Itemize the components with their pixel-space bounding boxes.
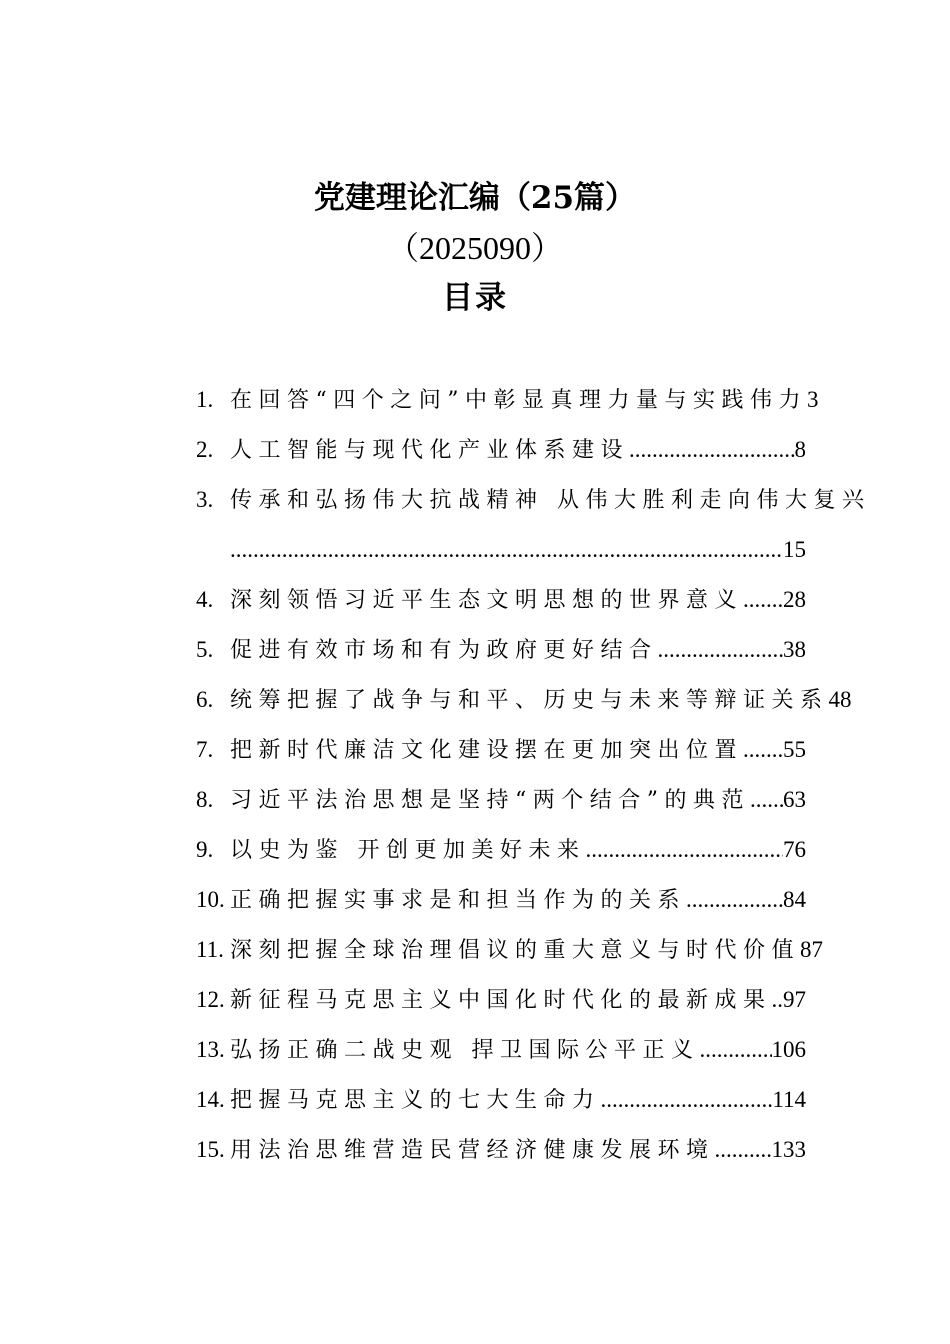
- toc-entry-title: 传承和弘扬伟大抗战精神 从伟大胜利走向伟大复兴: [230, 488, 871, 513]
- toc-entry-page: 114: [772, 1087, 806, 1112]
- dot-leader: [658, 630, 783, 670]
- toc-entry[interactable]: [196, 480, 871, 530]
- toc-entry[interactable]: [196, 380, 819, 430]
- toc-entry-number: 11.: [196, 937, 224, 962]
- toc-entry-title: 把新时代廉洁文化建设摆在更加突出位置: [230, 738, 744, 763]
- dot-leader: [743, 730, 783, 770]
- dot-leader: [750, 780, 783, 820]
- toc-entry-page: 3: [807, 387, 819, 412]
- toc-entry-title: 深刻把握全球治理倡议的重大意义与时代价值: [230, 938, 801, 963]
- toc-entry-title: 人工智能与现代化产业体系建设: [230, 438, 630, 463]
- toc-entry[interactable]: [196, 930, 824, 980]
- dot-leader: [230, 530, 783, 570]
- toc-entry-page: 63: [783, 787, 806, 812]
- toc-entry-title: 以史为鉴 开创更加美好未来: [230, 838, 586, 863]
- toc-entry-title: 新征程马克思主义中国化时代化的最新成果: [230, 988, 772, 1013]
- toc-entry[interactable]: [196, 880, 806, 930]
- toc-entry[interactable]: [196, 730, 806, 780]
- dot-leader: [743, 580, 783, 620]
- toc-entry-title: 把握马克思主义的七大生命力: [230, 1088, 601, 1113]
- toc-entry-page: 8: [794, 437, 806, 462]
- dot-leader: [601, 1080, 773, 1120]
- toc-entry-number: 9.: [196, 837, 214, 862]
- toc-heading: 目录: [442, 280, 508, 316]
- toc-entry-number: 1.: [196, 387, 214, 412]
- toc-entry-page: 48: [828, 687, 852, 712]
- toc-entry-page: 84: [783, 887, 806, 912]
- toc-entry-number: 12.: [196, 987, 225, 1012]
- table-of-contents: [196, 380, 871, 1180]
- toc-entry[interactable]: [196, 980, 806, 1030]
- toc-entry-number: 13.: [196, 1037, 225, 1062]
- toc-entry[interactable]: [196, 830, 806, 880]
- toc-entry-number: 2.: [196, 437, 214, 462]
- dot-leader: [715, 1130, 772, 1170]
- toc-entry-number: 10.: [196, 887, 225, 912]
- toc-entry-title: 促进有效市场和有为政府更好结合: [230, 638, 658, 663]
- toc-entry-page: 28: [783, 587, 806, 612]
- toc-entry-page: 55: [783, 737, 806, 762]
- toc-entry-page: 87: [800, 937, 824, 962]
- dot-leader: [629, 430, 794, 470]
- toc-entry-page: 106: [771, 1037, 806, 1062]
- dot-leader: [772, 980, 783, 1020]
- toc-entry-number: 4.: [196, 587, 214, 612]
- toc-entry-number: 3.: [196, 487, 214, 512]
- dot-leader: [686, 880, 783, 920]
- toc-entry-page: 97: [783, 987, 806, 1012]
- toc-entry-page: 15: [783, 537, 806, 562]
- toc-entry[interactable]: [196, 580, 806, 630]
- toc-entry[interactable]: [196, 780, 806, 830]
- document-code: （2025090）: [386, 230, 563, 266]
- toc-entry-number: 8.: [196, 787, 214, 812]
- toc-entry-page: 76: [783, 837, 806, 862]
- toc-entry-title: 习近平法治思想是坚持“两个结合”的典范: [230, 788, 750, 813]
- toc-entry-title: 用法治思维营造民营经济健康发展环境: [230, 1138, 715, 1163]
- toc-entry[interactable]: [196, 430, 806, 480]
- toc-entry-page: 133: [771, 1137, 806, 1162]
- toc-entry[interactable]: [196, 1130, 806, 1180]
- toc-entry-title: 在回答“四个之问”中彰显真理力量与实践伟力: [230, 388, 807, 413]
- toc-entry-number: 6.: [196, 687, 214, 712]
- toc-entry-number: 5.: [196, 637, 214, 662]
- toc-entry-title: 统筹把握了战争与和平、历史与未来等辩证关系: [230, 688, 829, 713]
- toc-entry-continuation[interactable]: [196, 530, 806, 580]
- toc-entry-number: 15.: [196, 1137, 225, 1162]
- toc-entry-number: 14.: [196, 1087, 225, 1112]
- toc-entry[interactable]: [196, 680, 852, 730]
- toc-entry[interactable]: [196, 1080, 806, 1130]
- toc-entry-title: 弘扬正确二战史观 捍卫国际公平正义: [230, 1038, 700, 1063]
- document-title: 党建理论汇编（25篇）: [313, 180, 637, 216]
- dot-leader: [700, 1030, 772, 1070]
- dot-leader: [586, 830, 784, 870]
- toc-entry-title: 深刻领悟习近平生态文明思想的世界意义: [230, 588, 744, 613]
- toc-entry-page: 38: [783, 637, 806, 662]
- toc-entry-number: 7.: [196, 737, 214, 762]
- toc-entry[interactable]: [196, 1030, 806, 1080]
- toc-entry-title: 正确把握实事求是和担当作为的关系: [230, 888, 687, 913]
- toc-entry[interactable]: [196, 630, 806, 680]
